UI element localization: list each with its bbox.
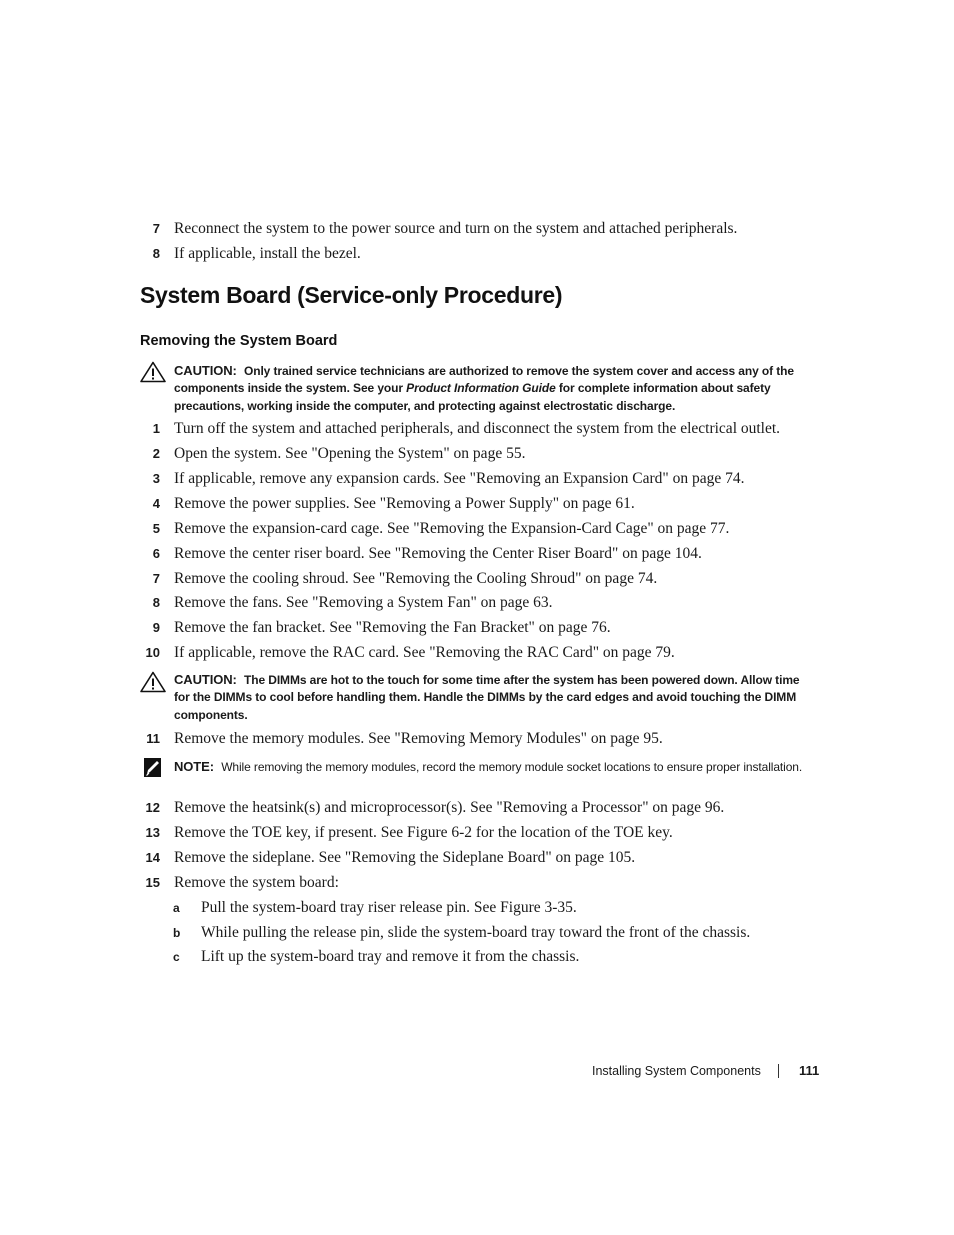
caution-label: CAUTION: — [174, 363, 237, 378]
step-text: Remove the TOE key, if present. See Figure 6-2 for the location of the TOE key. — [174, 824, 673, 841]
step-text: Remove the center riser board. See "Removing the Center Riser Board" on page 104. — [174, 545, 702, 562]
step-item — [140, 727, 830, 751]
step-number: 6 — [152, 546, 160, 561]
step-item — [140, 641, 830, 665]
step-text: If applicable, remove any expansion cards. See "Removing an Expansion Card" on page 74. — [174, 470, 745, 487]
step-item — [140, 821, 830, 845]
footer-divider — [778, 1064, 779, 1078]
step-number: 8 — [152, 246, 160, 261]
step-number: 10 — [145, 645, 160, 660]
caution-text — [174, 362, 814, 415]
caution-triangle-icon — [140, 671, 166, 693]
step-text: Remove the fan bracket. See "Removing the Fan Bracket" on page 76. — [174, 619, 611, 636]
step-text: Remove the fans. See "Removing a System Fan" on page 63. — [174, 594, 553, 611]
substep-letter: b — [173, 926, 181, 940]
step-text: If applicable, install the bezel. — [174, 245, 361, 262]
substep-letter: c — [173, 950, 180, 964]
step-number: 7 — [152, 221, 160, 236]
step-text: Remove the cooling shroud. See "Removing the Cooling Shroud" on page 74. — [174, 570, 658, 587]
step-item — [140, 467, 830, 491]
step-item — [140, 417, 830, 441]
substep-text: Lift up the system-board tray and remove it from the chassis. — [201, 948, 580, 965]
caution-notice — [140, 361, 820, 415]
substep-letter: a — [173, 901, 180, 915]
step-text: Remove the sideplane. See "Removing the Sideplane Board" on page 105. — [174, 849, 636, 866]
subsection-title: Removing the System Board — [140, 333, 338, 349]
caution-triangle-icon — [140, 361, 166, 383]
step-item — [140, 871, 830, 895]
step-text: Remove the system board: — [174, 874, 339, 891]
substep-text: Pull the system-board tray riser release pin. See Figure 3-35. — [201, 899, 577, 916]
step-item — [140, 567, 830, 591]
caution-body: The DIMMs are hot to the touch for some time after the system has been powered down. Allow time for the DIMMs to cool before handling them. Handle the DIMMs by the card edges and avoid touching the DIMM components. — [174, 673, 800, 722]
step-text: Remove the heatsink(s) and microprocessor(s). See "Removing a Processor" on page 96. — [174, 799, 725, 816]
caution-notice — [140, 671, 820, 725]
step-number: 14 — [145, 850, 160, 865]
substep-item — [173, 921, 833, 945]
note-pencil-icon — [140, 757, 166, 779]
step-item — [140, 517, 830, 541]
step-text: Turn off the system and attached peripherals, and disconnect the system from the electrical outlet. — [174, 420, 781, 437]
step-number: 15 — [145, 875, 160, 890]
substep-text: While pulling the release pin, slide the system-board tray toward the front of the chassis. — [201, 924, 751, 941]
step-number: 9 — [152, 620, 160, 635]
step-text: Remove the power supplies. See "Removing a Power Supply" on page 61. — [174, 495, 635, 512]
product-guide-title: Product Information Guide — [406, 381, 556, 396]
step-text: Remove the memory modules. See "Removing Memory Modules" on page 95. — [174, 730, 663, 747]
step-number: 1 — [152, 421, 160, 436]
step-item — [140, 796, 830, 820]
step-item — [140, 242, 830, 266]
step-number: 8 — [152, 595, 160, 610]
step-item — [140, 542, 830, 566]
note-label: NOTE: — [174, 759, 214, 774]
footer-section-name: Installing System Components — [592, 1064, 761, 1078]
step-number: 13 — [145, 825, 160, 840]
step-number: 11 — [146, 731, 160, 746]
substep-item — [173, 896, 833, 920]
step-item — [140, 217, 830, 241]
step-number: 3 — [152, 471, 160, 486]
substep-item — [173, 945, 833, 969]
step-item — [140, 591, 830, 615]
step-text: Reconnect the system to the power source and turn on the system and attached peripherals. — [174, 220, 738, 237]
note-notice — [140, 757, 820, 795]
step-text: If applicable, remove the RAC card. See "Removing the RAC Card" on page 79. — [174, 644, 675, 661]
note-text — [174, 758, 814, 776]
step-item — [140, 442, 830, 466]
step-number: 12 — [145, 800, 160, 815]
step-item — [140, 616, 830, 640]
note-body: While removing the memory modules, record the memory module socket locations to ensure proper installation. — [221, 760, 803, 774]
step-text: Remove the expansion-card cage. See "Removing the Expansion-Card Cage" on page 77. — [174, 520, 730, 537]
step-number: 5 — [152, 521, 160, 536]
step-number: 4 — [152, 496, 160, 511]
step-number: 7 — [152, 571, 160, 586]
caution-text — [174, 671, 814, 724]
step-number: 2 — [152, 446, 160, 461]
caution-text-after: for complete information about safety precautions, working inside the computer, and protecting against electrostatic discharge. — [174, 381, 771, 413]
page-number: 111 — [799, 1063, 820, 1078]
step-item — [140, 846, 830, 870]
step-item — [140, 492, 830, 516]
section-title: System Board (Service-only Procedure) — [140, 282, 563, 308]
step-text: Open the system. See "Opening the System" on page 55. — [174, 445, 526, 462]
caution-text-before: Only trained service technicians are authorized to remove the system cover and access any of the components inside the system. See your — [174, 364, 794, 396]
caution-label: CAUTION: — [174, 672, 237, 687]
